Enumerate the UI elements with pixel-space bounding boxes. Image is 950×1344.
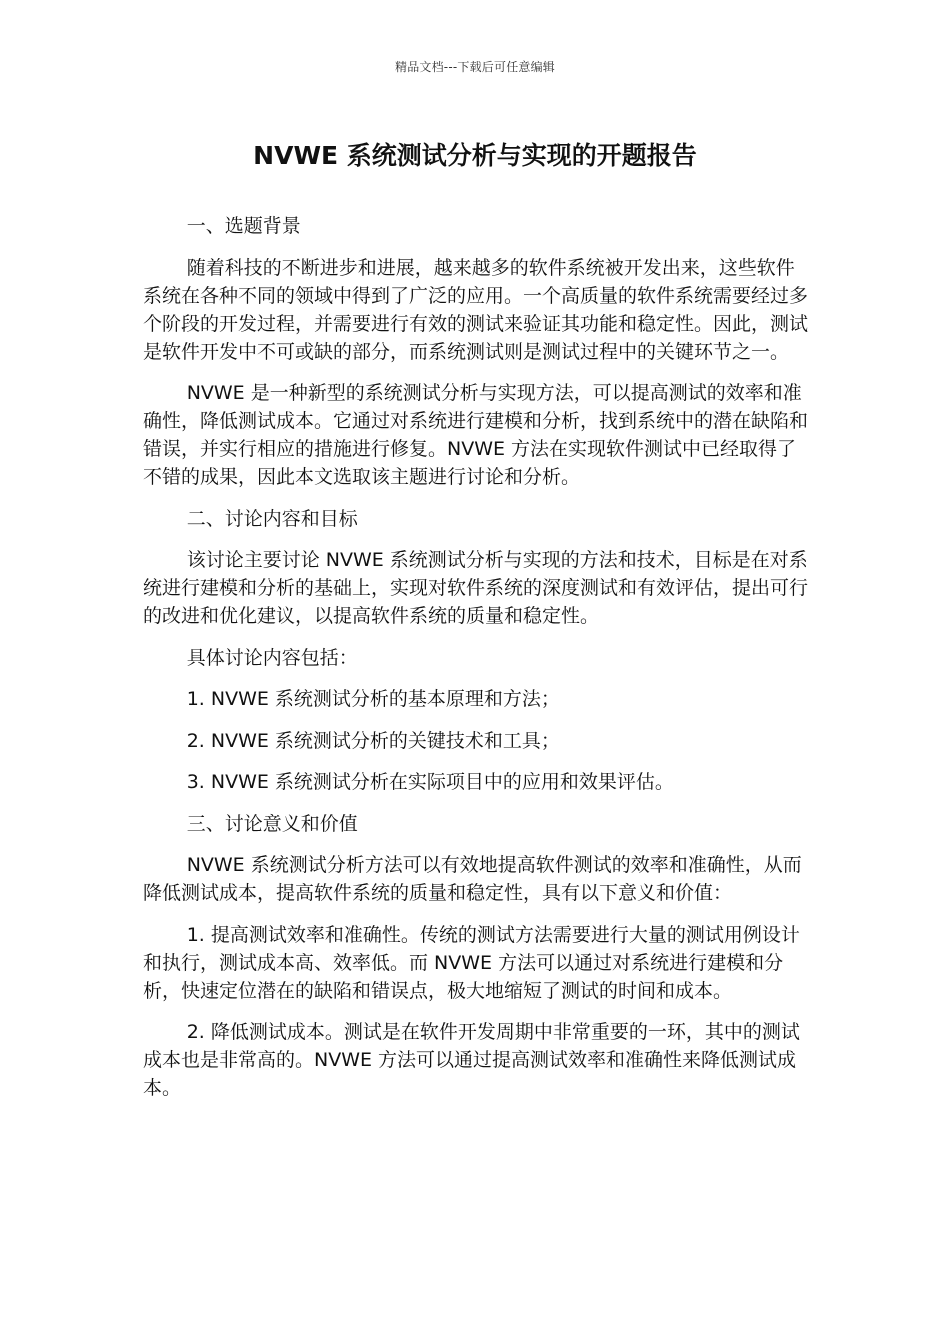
section-heading-content-goals: 二、讨论内容和目标 xyxy=(186,507,358,530)
paragraph: 该讨论主要讨论 NVWE 系统测试分析与实现的方法和技术，目标是在对系统进行建模和分析的基础上，实现对软件系统的深度测试和有效评估，提出可行的改进和优化建议，以提高软件系统的质量和稳定性。 xyxy=(143,549,809,627)
list-item: 3. NVWE 系统测试分析在实际项目中的应用和效果评估。 xyxy=(186,771,674,793)
paragraph: 随着科技的不断进步和进展，越来越多的软件系统被开发出来，这些软件系统在各种不同的领域中得到了广泛的应用。一个高质量的软件系统需要经过多个阶段的开发过程，并需要进行有效的测试来验证其功能和稳定性。因此，测试是软件开发中不可或缺的部分，而系统测试则是测试过程中的关键环节之一。 xyxy=(143,256,809,363)
paragraph: NVWE 是一种新型的系统测试分析与实现方法，可以提高测试的效率和准确性，降低测试成本。它通过对系统进行建模和分析，找到系统中的潜在缺陷和错误，并实行相应的措施进行修复。NVWE 方法在实现软件测试中已经取得了不错的成果，因此本文选取该主题进行讨论和分析。 xyxy=(143,382,809,488)
section-heading-background: 一、选题背景 xyxy=(186,215,301,237)
paragraph: 2. 降低测试成本。测试是在软件开发周期中非常重要的一环，其中的测试成本也是非常高的。NVWE 方法可以通过提高测试效率和准确性来降低测试成本。 xyxy=(143,1021,800,1099)
paragraph: NVWE 系统测试分析方法可以有效地提高软件测试的效率和准确性，从而降低测试成本，提高软件系统的质量和稳定性，具有以下意义和价值： xyxy=(143,854,802,904)
paragraph: 具体讨论内容包括： xyxy=(186,646,358,669)
document-body xyxy=(143,212,808,1116)
paragraph: 1. 提高测试效率和准确性。传统的测试方法需要进行大量的测试用例设计和执行，测试成本高、效率低。而 NVWE 方法可以通过对系统进行建模和分析，快速定位潜在的缺陷和错误点，极大地缩短了测试的时间和成本。 xyxy=(143,923,800,1002)
document-title: NVWE 系统测试分析与实现的开题报告 xyxy=(253,141,697,170)
header-note: 精品文档---下载后可任意编辑 xyxy=(395,60,555,74)
list-item: 2. NVWE 系统测试分析的关键技术和工具； xyxy=(186,729,560,752)
section-heading-significance: 三、讨论意义和价值 xyxy=(186,812,358,835)
list-item: 1. NVWE 系统测试分析的基本原理和方法； xyxy=(186,688,560,710)
